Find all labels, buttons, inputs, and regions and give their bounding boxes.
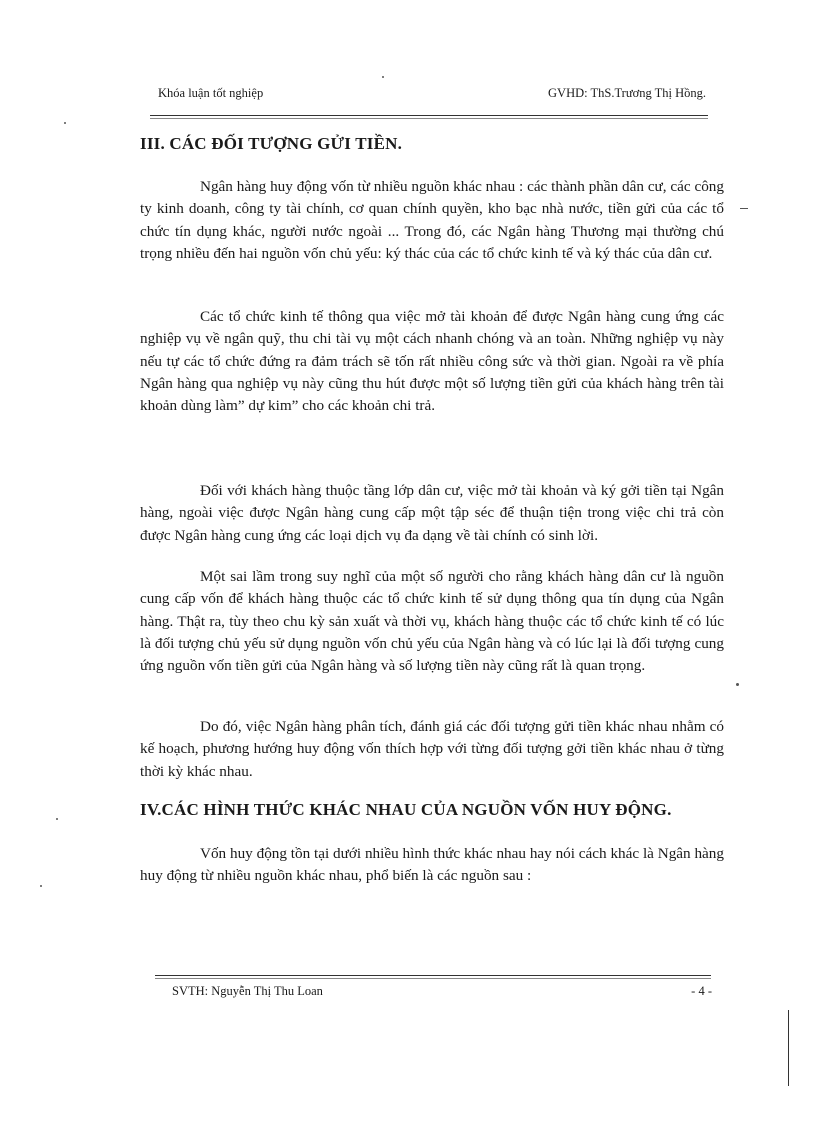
page-footer — [172, 984, 712, 999]
section-heading-iv: IV.CÁC HÌNH THỨC KHÁC NHAU CỦA NGUỒN VỐN HUY ĐỘNG. — [140, 800, 672, 819]
section-heading-iii: III. CÁC ĐỐI TƯỢNG GỬI TIỀN. — [140, 134, 403, 153]
paragraph-4: Một sai lầm trong suy nghĩ của một số người cho rằng khách hàng dân cư là nguồn cung cấp vốn để khách hàng thuộc các tổ chức kinh tế sử dụng thông qua tín dụng của Ngân hàng. Thật ra, tùy theo chu kỳ sản xuất và thời vụ, khách hàng thuộc các tổ chức kinh tế có lúc là đối tượng chủ yếu sử dụng nguồn vốn chủ yếu của Ngân hàng và có lúc lại là đối tượng cung ứng nguồn vốn tiền gửi của Ngân hàng và số lượng tiền này cũng rất là quan trọng. — [140, 568, 724, 675]
paragraph-3: Đối với khách hàng thuộc tầng lớp dân cư, việc mở tài khoản và ký gởi tiền tại Ngân hàng, ngoài việc được Ngân hàng cung cấp một tập séc để thuận tiện trong việc chi trả còn được Ngân hàng cung ứng các loại dịch vụ đa dạng về tài chính có sinh lời. — [140, 482, 724, 544]
paragraph-5: Do đó, việc Ngân hàng phân tích, đánh giá các đối tượng gửi tiền khác nhau nhằm có kế hoạch, phương hướng huy động vốn thích hợp với từng đối tượng gởi tiền khác nhau ở từng thời kỳ khác nhau. — [140, 718, 724, 780]
page-header — [158, 86, 706, 101]
scan-speck — [64, 122, 66, 124]
paragraph-6: Vốn huy động tồn tại dưới nhiều hình thức khác nhau hay nói cách khác là Ngân hàng huy động từ nhiều nguồn khác nhau, phổ biến là các nguồn sau : — [140, 845, 724, 885]
header-left-text: Khóa luận tốt nghiệp — [158, 86, 264, 100]
scan-speck — [40, 885, 42, 887]
footer-rule-double — [155, 978, 711, 979]
scan-speck — [382, 76, 384, 78]
page-number: - 4 - — [691, 984, 712, 998]
paragraph-2: Các tổ chức kinh tế thông qua việc mở tài khoản để được Ngân hàng cung ứng các nghiệp vụ về ngân quỹ, thu chi tài vụ một cách nhanh chóng và an toàn. Những nghiệp vụ này nếu tự các tổ chức đứng ra đảm trách sẽ tốn rất nhiều công sức và thời gian. Ngoài ra về phía Ngân hàng qua nghiệp vụ này cũng thu hút được một số lượng tiền gửi của khách hàng trên tài khoản dùng làm” dự kim” cho các khoản chi trả. — [140, 308, 724, 415]
header-rule-double — [150, 118, 708, 119]
scan-speck — [56, 818, 58, 820]
header-rule — [150, 115, 708, 116]
scan-speck — [736, 683, 739, 686]
footer-rule — [155, 975, 711, 976]
header-right-text: GVHD: ThS.Trương Thị Hồng. — [548, 86, 706, 100]
paragraph-1: Ngân hàng huy động vốn từ nhiều nguồn khác nhau : các thành phần dân cư, các công ty kinh doanh, công ty tài chính, cơ quan chính quyền, kho bạc nhà nước, tiền gửi của các tổ chức tín dụng khác, người nước ngoài ... Trong đó, các Ngân hàng Thương mại thường chú trọng nhiều đến hai nguồn vốn chủ yếu: ký thác của các tổ chức kinh tế và ký thác của dân cư. — [140, 178, 724, 262]
scan-edge-line — [788, 1010, 789, 1086]
scan-speck — [740, 208, 748, 209]
footer-left-text: SVTH: Nguyễn Thị Thu Loan — [172, 984, 323, 998]
